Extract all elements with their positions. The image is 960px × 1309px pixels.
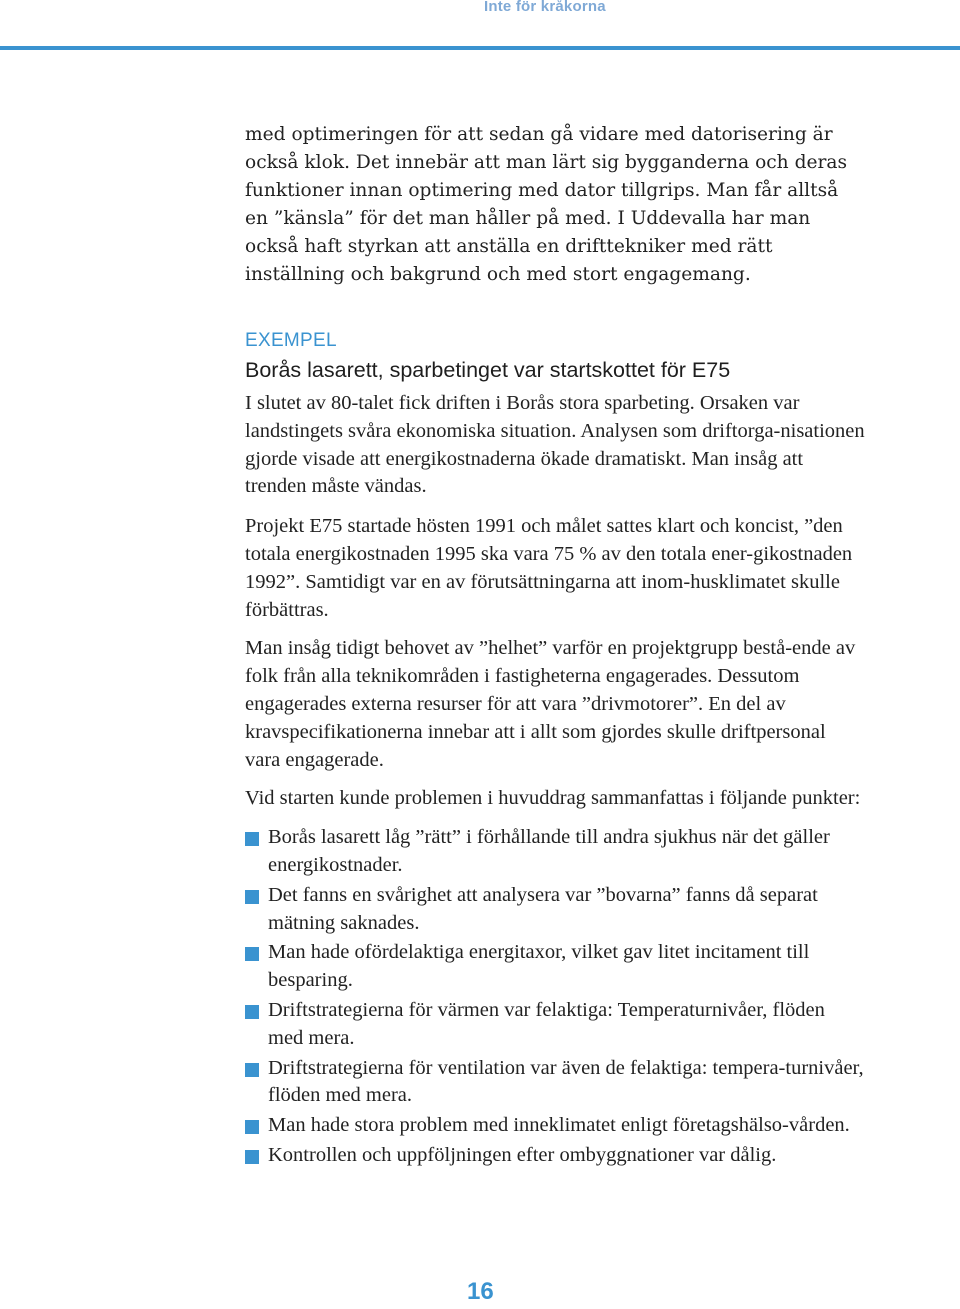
list-item-text: Man hade stora problem med inneklimatet enligt företagshälso-vården. xyxy=(268,1114,850,1137)
list-item xyxy=(245,1142,865,1170)
example-paragraph-4: Vid starten kunde problemen i huvuddrag sammanfattas i följande punkter: xyxy=(245,787,861,810)
list-item xyxy=(245,1112,865,1140)
list-item-text: Man hade ofördelaktiga energitaxor, vilket gav litet incitament till besparing. xyxy=(268,941,810,992)
square-bullet-icon xyxy=(245,947,259,961)
square-bullet-icon xyxy=(245,1150,259,1164)
example-label: EXEMPEL xyxy=(245,330,337,351)
example-paragraph-1: I slutet av 80-talet fick driften i Borås stora sparbeting. Orsaken var landstingets svåra ekonomiska situation. Analysen som driftorga-nisationen gjorde visade att energikostnaderna ökade dramatiskt. Man insåg att trenden måste vändas. xyxy=(245,392,865,498)
list-item xyxy=(245,997,865,1053)
example-paragraph-2: Projekt E75 startade hösten 1991 och målet sattes klart och koncist, ”den totala energikostnaden 1995 ska vara 75 % av den totala ener-gikostnaden 1992”. Samtidigt var en av förutsättningarna att inom-husklimatet skulle förbättras. xyxy=(245,515,853,621)
square-bullet-icon xyxy=(245,832,259,846)
square-bullet-icon xyxy=(245,1005,259,1019)
square-bullet-icon xyxy=(245,1120,259,1134)
page-number: 16 xyxy=(467,1278,494,1305)
square-bullet-icon xyxy=(245,1063,259,1077)
page-content xyxy=(245,121,865,1170)
list-item xyxy=(245,824,865,880)
example-heading: Borås lasarett, sparbetinget var startskottet för E75 xyxy=(245,358,731,382)
running-header-title: Inte för kråkorna xyxy=(484,0,606,15)
list-item-text: Driftstrategierna för värmen var felaktiga: Temperaturnivåer, flöden med mera. xyxy=(268,998,825,1049)
list-item xyxy=(245,939,865,995)
header-divider xyxy=(0,46,960,50)
list-item-text: Det fanns en svårighet att analysera var ”bovarna” fanns då separat mätning saknades. xyxy=(268,883,818,934)
list-item-text: Driftstrategierna för ventilation var även de felaktiga: tempera-turnivåer, flöden med mera. xyxy=(268,1056,864,1107)
problem-list xyxy=(245,824,865,1170)
example-paragraph-3: Man insåg tidigt behovet av ”helhet” varför en projektgrupp bestå-ende av folk från alla teknikområden i fastigheterna engagerades. Dessutom engagerades externa resurser för att vara ”drivmotorer”. En del av kravspecifikationerna innebar att i allt som gjordes skulle driftpersonal vara engagerade. xyxy=(245,637,856,771)
list-item-text: Kontrollen och uppföljningen efter ombyggnationer var dålig. xyxy=(268,1143,777,1166)
square-bullet-icon xyxy=(245,890,259,904)
list-item xyxy=(245,1055,865,1111)
intro-paragraph: med optimeringen för att sedan gå vidare med datorisering är också klok. Det innebär att man lärt sig bygganderna och deras funktioner innan optimering med dator tillgrips. Man får alltså en ”känsla” för det man håller på med. I Uddevalla har man också haft styrkan att anställa en drifttekniker med rätt inställning och bakgrund och med stort engagemang. xyxy=(245,124,847,285)
list-item xyxy=(245,882,865,938)
list-item-text: Borås lasarett låg ”rätt” i förhållande till andra sjukhus när det gäller energikostnader. xyxy=(268,826,830,876)
